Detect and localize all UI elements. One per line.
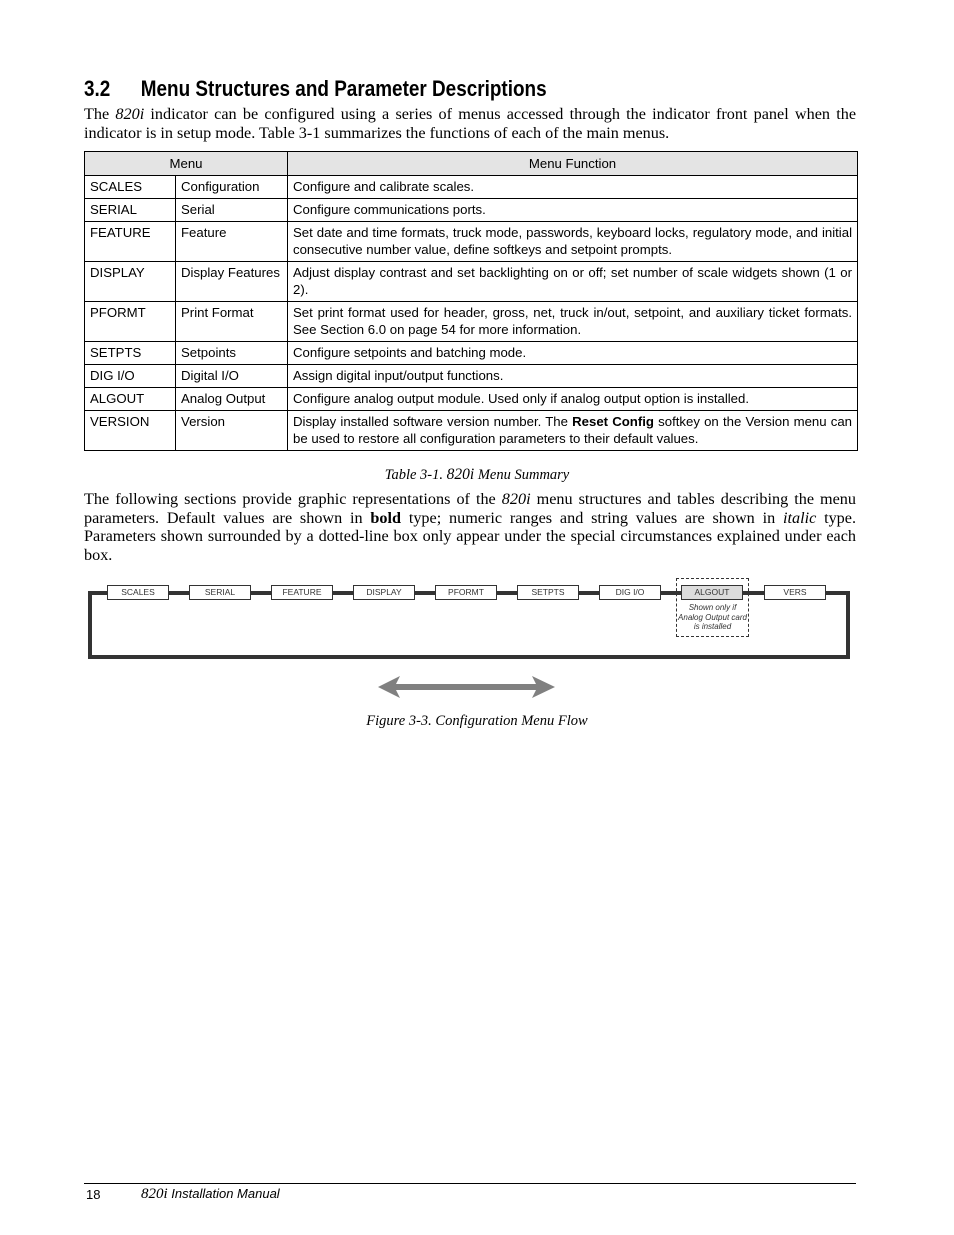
menu-code: SETPTS [85, 342, 176, 365]
intro-paragraph [84, 105, 856, 142]
menu-box-feature: FEATURE [271, 585, 333, 600]
section-number: 3.2 [84, 76, 111, 101]
menu-function: Set print format used for header, gross, net, truck in/out, setpoint, and auxiliary ticket formats. See Section 6.0 on page 54 for more information. [288, 302, 858, 342]
body-model: 820i [501, 490, 531, 508]
body-bold-word: bold [370, 508, 402, 527]
section-heading [84, 76, 772, 108]
caption-model: 820i [446, 466, 475, 483]
flow-line-segment [415, 591, 436, 595]
menu-function: Configure setpoints and batching mode. [288, 342, 858, 365]
intro-text-1: The [84, 105, 116, 123]
section-title: Menu Structures and Parameter Descriptions [140, 76, 547, 101]
reset-config-softkey-label: Reset Config [572, 414, 654, 429]
menu-name: Serial [176, 199, 288, 222]
intro-model: 820i [115, 105, 145, 123]
menu-name: Setpoints [176, 342, 288, 365]
menu-name: Analog Output [176, 388, 288, 411]
menu-summary-table [84, 151, 858, 451]
footer-rule [84, 1183, 856, 1184]
body-italic-word: italic [782, 508, 817, 527]
menu-function: Assign digital input/output functions. [288, 365, 858, 388]
menu-name: Version [176, 411, 288, 451]
function-text-2: softkey on the Version menu can be used to restore all configuration parameters to their default values. [293, 414, 853, 446]
table-row [85, 176, 858, 199]
menu-box-scales: SCALES [107, 585, 169, 600]
menu-box-pformt: PFORMT [435, 585, 497, 600]
menu-code: DISPLAY [85, 262, 176, 302]
menu-code: SERIAL [85, 199, 176, 222]
table-row [85, 302, 858, 342]
menu-name: Display Features [176, 262, 288, 302]
menu-box-dig-io: DIG I/O [599, 585, 661, 600]
body-paragraph [84, 490, 856, 565]
double-headed-arrow-icon [378, 676, 556, 698]
algout-note: Shown only if Analog Output card is installed [678, 603, 747, 631]
figure-caption: Figure 3-3. Configuration Menu Flow [366, 713, 588, 729]
flow-line-segment [497, 591, 518, 595]
caption-suffix: Menu Summary [474, 467, 570, 483]
body-text-1: The following sections provide graphic representations of the [84, 490, 502, 508]
flow-line-segment [826, 591, 850, 595]
flow-line-segment [579, 591, 600, 595]
menu-code: VERSION [85, 411, 176, 451]
flow-line-segment [333, 591, 354, 595]
footer-title [141, 1186, 280, 1203]
page-number: 18 [86, 1187, 101, 1202]
menu-box-setpts: SETPTS [517, 585, 579, 600]
menu-function: Configure communications ports. [288, 199, 858, 222]
header-menu-function: Menu Function [288, 152, 858, 176]
menu-name: Configuration [176, 176, 288, 199]
flow-line-segment [251, 591, 272, 595]
table-caption [0, 466, 954, 484]
menu-name: Digital I/O [176, 365, 288, 388]
table-row [85, 222, 858, 262]
menu-box-vers: VERS [764, 585, 826, 600]
table-row [85, 365, 858, 388]
table-row [85, 199, 858, 222]
body-text-3: type; numeric ranges and string values are shown in [401, 508, 783, 527]
footer-model: 820i [141, 1186, 168, 1202]
menu-code: SCALES [85, 176, 176, 199]
header-menu: Menu [85, 152, 288, 176]
body-text-2: menu structures and tables describing the menu parameters. Default values are shown in [84, 490, 856, 527]
function-text-1: Display installed software version number. The [293, 414, 573, 429]
table-row [85, 411, 858, 451]
menu-code: DIG I/O [85, 365, 176, 388]
menu-code: FEATURE [85, 222, 176, 262]
menu-function: Adjust display contrast and set backlighting on or off; set number of scale widgets shown (1 or 2). [288, 262, 858, 302]
flow-line-segment [88, 591, 108, 595]
menu-name: Feature [176, 222, 288, 262]
footer-manual-title: Installation Manual [167, 1186, 280, 1201]
menu-function: Configure analog output module. Used only if analog output option is installed. [288, 388, 858, 411]
table-row [85, 388, 858, 411]
menu-box-algout: ALGOUT [681, 585, 743, 600]
caption-prefix: Table 3-1. [384, 467, 447, 483]
menu-function [288, 411, 858, 451]
menu-function: Set date and time formats, truck mode, passwords, keyboard locks, regulatory mode, and initial consecutive number value, define softkeys and setpoint prompts. [288, 222, 858, 262]
menu-code: ALGOUT [85, 388, 176, 411]
menu-name: Print Format [176, 302, 288, 342]
menu-box-serial: SERIAL [189, 585, 251, 600]
flow-line-segment [169, 591, 190, 595]
menu-function: Configure and calibrate scales. [288, 176, 858, 199]
body-text-4: type. Parameters shown surrounded by a dotted-line box only appear under the special circumstances explained under each box. [84, 508, 856, 565]
intro-text-2: indicator can be configured using a series of menus accessed through the indicator front panel when the indicator is in setup mode. Table 3-1 summarizes the functions of each of the main menus. [84, 105, 856, 142]
table-row [85, 262, 858, 302]
table-row [85, 342, 858, 365]
menu-code: PFORMT [85, 302, 176, 342]
table-header-row [85, 152, 858, 176]
menu-box-display: DISPLAY [353, 585, 415, 600]
